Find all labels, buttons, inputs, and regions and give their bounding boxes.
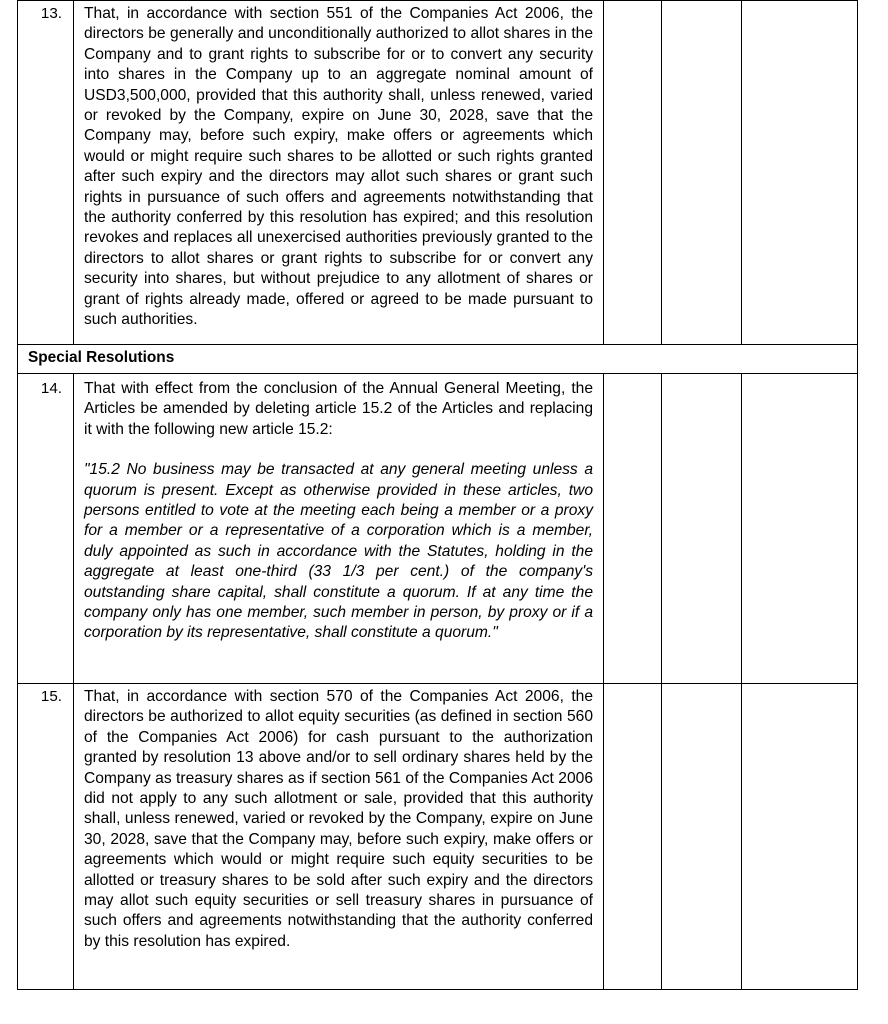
vote-withheld-box[interactable] <box>742 684 858 990</box>
vote-against-box[interactable] <box>662 1 742 345</box>
resolutions-document <box>17 0 857 990</box>
resolution-paragraph: That with effect from the conclusion of the Annual General Meeting, the Articles be amended by deleting article 15.2 of the Articles and replacing it with the following new article 15.2: <box>84 380 593 438</box>
vote-for-box[interactable] <box>604 374 662 684</box>
resolution-row-15 <box>18 684 858 990</box>
resolutions-table <box>17 0 858 990</box>
resolution-row-14 <box>18 374 858 684</box>
resolution-number: 15. <box>18 684 74 990</box>
resolution-paragraph: That, in accordance with section 570 of the Companies Act 2006, the directors be authorized to allot equity securities (as defined in section 560 of the Companies Act 2006) for cash pursuant to the authorization granted by resolution 13 above and/or to sell ordinary shares held by the Company as treasury shares as if section 561 of the Companies Act 2006 did not apply to any such allotment or sale, provided that this authority shall, unless renewed, varied or revoked by the Company, expire on June 30, 2028, save that the Company may, before such expiry, make offers or agreements which would or might require such equity securities to be allotted or treasury shares to be sold after such expiry and the directors may allot such equity securities or sell treasury shares in pursuance of such offers and agreements notwithstanding that the authority conferred by this resolution has expired. <box>84 688 593 950</box>
vote-withheld-box[interactable] <box>742 1 858 345</box>
resolution-text <box>74 684 604 990</box>
vote-withheld-box[interactable] <box>742 374 858 684</box>
resolution-number: 14. <box>18 374 74 684</box>
vote-against-box[interactable] <box>662 684 742 990</box>
vote-for-box[interactable] <box>604 684 662 990</box>
resolution-text <box>74 374 604 684</box>
vote-against-box[interactable] <box>662 374 742 684</box>
resolution-row-13 <box>18 1 858 345</box>
section-heading: Special Resolutions <box>18 345 858 374</box>
vote-for-box[interactable] <box>604 1 662 345</box>
resolution-paragraph: That, in accordance with section 551 of the Companies Act 2006, the directors be generally and unconditionally authorized to allot shares in the Company and to grant rights to subscribe for or to convert any security into shares in the Company up to an aggregate nominal amount of USD3,500,000, provided that this authority shall, unless renewed, varied or revoked by the Company, expire on June 30, 2028, save that the Company may, before such expiry, make offers or agreements which would or might require such shares to be allotted or such rights granted after such expiry and the directors may allot such shares or grant such rights in pursuance of such offers and agreements notwithstanding that the authority conferred by this resolution has expired; and this resolution revokes and replaces all unexercised authorities previously granted to the directors to allot shares or grant rights to subscribe for or convert any security into shares, but without prejudice to any allotment of shares or grant of rights already made, offered or agreed to be made pursuant to such authorities. <box>84 5 593 329</box>
article-quote: "15.2 No business may be transacted at any general meeting unless a quorum is present. Except as otherwise provided in these articles, two persons entitled to vote at the meeting each being a member or a proxy for a member or a representative of a corporation which is a member, duly appointed as such in accordance with the Statutes, holding in the aggregate at least one-third (33 1/3 per cent.) of the company's outstanding share capital, shall constitute a quorum. If at any time the company only has one member, such member in person, by proxy or if a corporation by its representative, shall constitute a quorum." <box>84 461 593 642</box>
section-heading-row <box>18 345 858 374</box>
resolution-text <box>74 1 604 345</box>
resolution-number: 13. <box>18 1 74 345</box>
